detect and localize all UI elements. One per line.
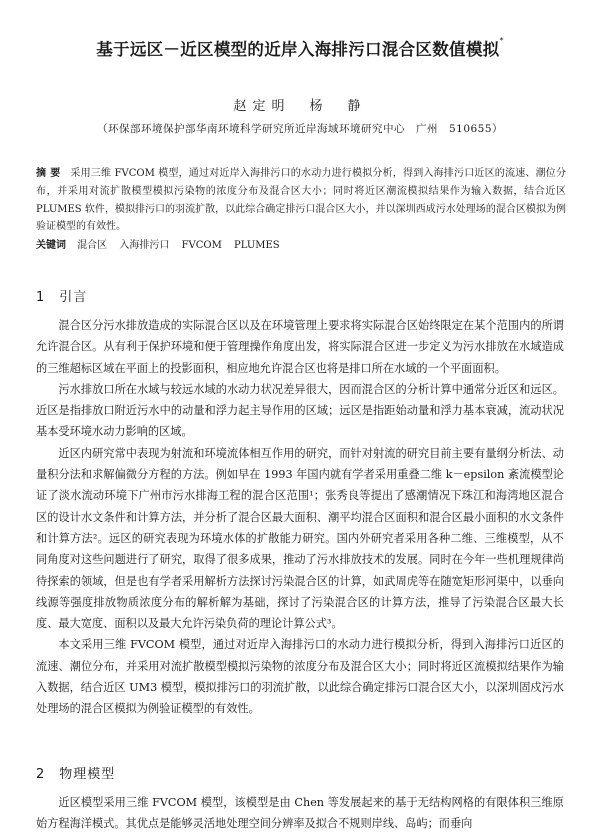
section-title: 引言 xyxy=(59,290,88,305)
abstract-label: 摘要 xyxy=(36,168,65,179)
authors: 赵定明 杨 静 xyxy=(233,99,367,114)
paper-title xyxy=(30,36,570,60)
paragraph: 近区内研究常中表现为射流和环境流体相互作用的研究，而针对射流的研究目前主要有量纲分析法、动量积分法和求解偏微分方程的方法。例如早在 1993 年国内就有学者采用重叠二维 k－epsilon 紊流模型论证了淡水流动环境下广州市污水排海工程的混合区范围¹；张秀良等提出了感潮情况下珠江和海湾地区混合区的设计水文条件和计算方法，并分析了混合区最大面积、潮平均混合区面积和混合区最小面积的水文条件和计算方法²。远区的研究表现为环境水体的扩散能力研究。国内外研究者采用各种二维、三维模型，从不同角度对这些问题进行了研究，取得了很多成果，推动了污水排放技术的发展。同时在今年一些机理规律尚待探索的领域，但是也有学者采用解析方法探讨污染混合区的计算，如武周虎等在随宽矩形河渠中，以垂向线源等强度排放物质浓度分布的解析解为基础，探讨了污染混合区的计算方法，推导了污染混合区最大长度、最大宽度、面积以及最大允许污染负荷的理论计算公式³。 xyxy=(36,446,564,631)
keyword: PLUMES xyxy=(234,240,280,251)
section-number: 1 xyxy=(36,290,46,305)
section-heading-physical-model xyxy=(36,763,115,782)
keyword: 入海排污口 xyxy=(119,240,170,251)
keyword: 混合区 xyxy=(77,240,108,251)
section-number: 2 xyxy=(36,767,46,782)
section-heading-introduction xyxy=(36,286,87,305)
abstract xyxy=(36,165,566,236)
keywords-label: 关键词 xyxy=(36,240,66,251)
section-body-physical-model xyxy=(36,792,564,835)
abstract-text: 采用三维 FVCOM 模型，通过对近岸入海排污口的水动力进行模拟分析，得到入海排污口近区的流速、潮位分布，并采用对流扩散模型模拟污染物的浓度分布及混合区大小；同时将近区潮流模拟结果作为输入数据，结合近区 PLUMES 软件，模拟排污口的羽流扩散，以此综合确定排污口混合区大小，并以深圳西成污水处理场的混合区模拟为例验证模型的有效性。 xyxy=(36,168,567,233)
title-footnote-mark: * xyxy=(499,36,504,45)
section-body-introduction xyxy=(36,315,564,720)
paragraph: 混合区分污水排放造成的实际混合区以及在环境管理上要求将实际混合区始终限定在某个范围内的所谓允许混合区。从有利于保护环境和便于管理操作角度出发，将实际混合区进一步定义为污水排放在水域造成的三维超标区域在平面上的投影面积，相应地允许混合区也将是排口所在水域的一个平面面积。 xyxy=(36,319,564,375)
paragraph: 污水排放口所在水域与较远水域的水动力状况差异很大，因而混合区的分析计算中通常分近区和远区。近区是指排放口附近污水中的动量和浮力起主导作用的区域；远区是指距始动量和浮力基本衰减，流动状况基本受环境水动力影响的区域。 xyxy=(36,382,564,439)
paragraph: 近区模型采用三维 FVCOM 模型，该模型是由 Chen 等发展起来的基于无结构网格的有限体积三维原始方程海洋模式。其优点是能够灵活地处理空间分辨率及拟合不规则岸线、岛屿；而垂向 xyxy=(36,796,564,831)
affiliation: （环保部环境保护部华南环境科学研究所近岸海域环境研究中心 广州 510655） xyxy=(96,123,504,135)
keyword: FVCOM xyxy=(181,240,222,251)
title-text: 基于远区－近区模型的近岸入海排污口混合区数值模拟 xyxy=(96,40,500,59)
keywords xyxy=(36,236,566,251)
section-title: 物理模型 xyxy=(59,767,116,782)
paragraph: 本文采用三维 FVCOM 模型，通过对近岸入海排污口的水动力进行模拟分析，得到入海排污口近区的流速、潮位分布，并采用对流扩散模型模拟污染物的浓度分布及混合区大小；同时将近区流模拟结果作为输入数据，结合近区 UM3 模型，模拟排污口的羽流扩散，以此综合确定排污口混合区大小，以深圳固戍污水处理场的混合区模拟为例验证模型的有效性。 xyxy=(36,638,564,716)
